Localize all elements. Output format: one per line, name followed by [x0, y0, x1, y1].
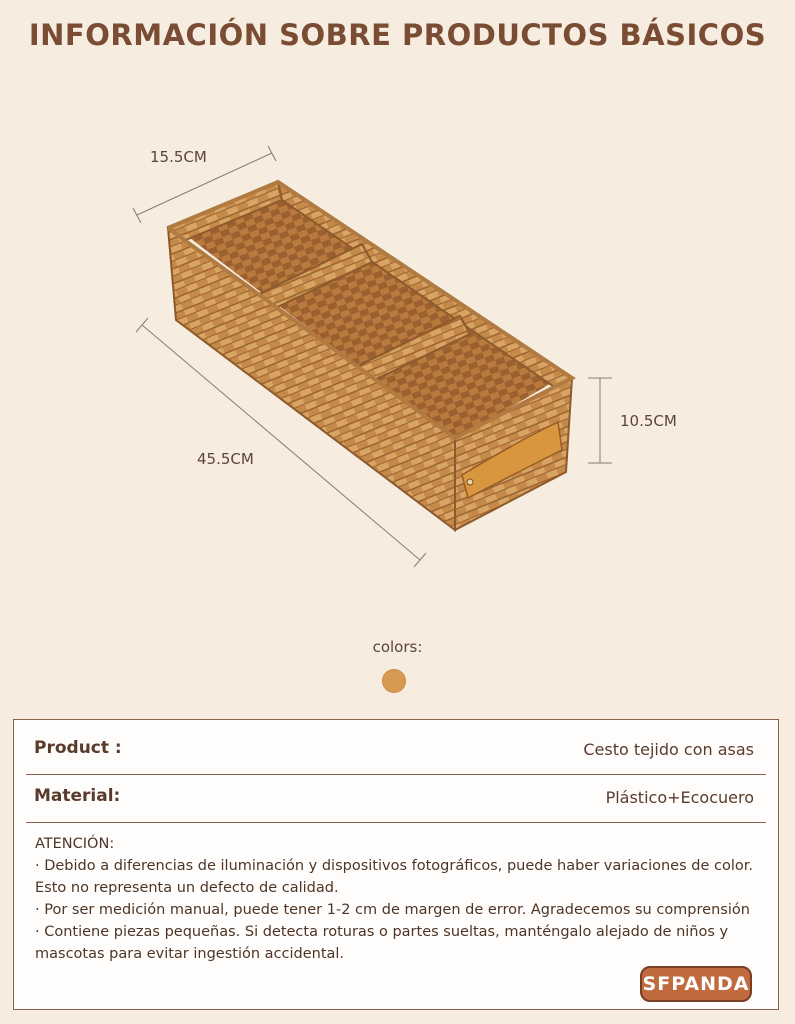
note-item: · Debido a diferencias de iluminación y dispositivos fotográficos, puede haber variaciones de color. Esto no representa un defecto de calidad. [35, 858, 753, 896]
material-row [26, 776, 766, 823]
product-label: Product : [34, 738, 122, 758]
attention-notes [35, 833, 755, 965]
attention-title: ATENCIÓN: [35, 836, 115, 852]
color-swatch[interactable] [382, 669, 406, 693]
product-row [26, 728, 766, 775]
note-item: · Contiene piezas pequeñas. Si detecta roturas o partes sueltas, manténgalo alejado de niños y mascotas para evitar ingestión accidental. [35, 924, 729, 962]
width-dimension-label: 15.5CM [150, 148, 207, 166]
note-item: · Por ser medición manual, puede tener 1-2 cm de margen de error. Agradecemos su comprensión [35, 902, 750, 918]
basket-drawing [0, 120, 795, 590]
page-title: INFORMACIÓN SOBRE PRODUCTOS BÁSICOS [28, 18, 767, 52]
material-label: Material: [34, 786, 121, 806]
colors-label: colors: [372, 638, 423, 656]
product-value: Cesto tejido con asas [583, 740, 754, 759]
material-value: Plástico+Ecocuero [605, 788, 754, 807]
length-dimension-label: 45.5CM [197, 450, 254, 468]
height-dimension-label: 10.5CM [620, 412, 677, 430]
product-illustration [0, 120, 795, 590]
brand-logo: SFPANDA [640, 966, 752, 1002]
